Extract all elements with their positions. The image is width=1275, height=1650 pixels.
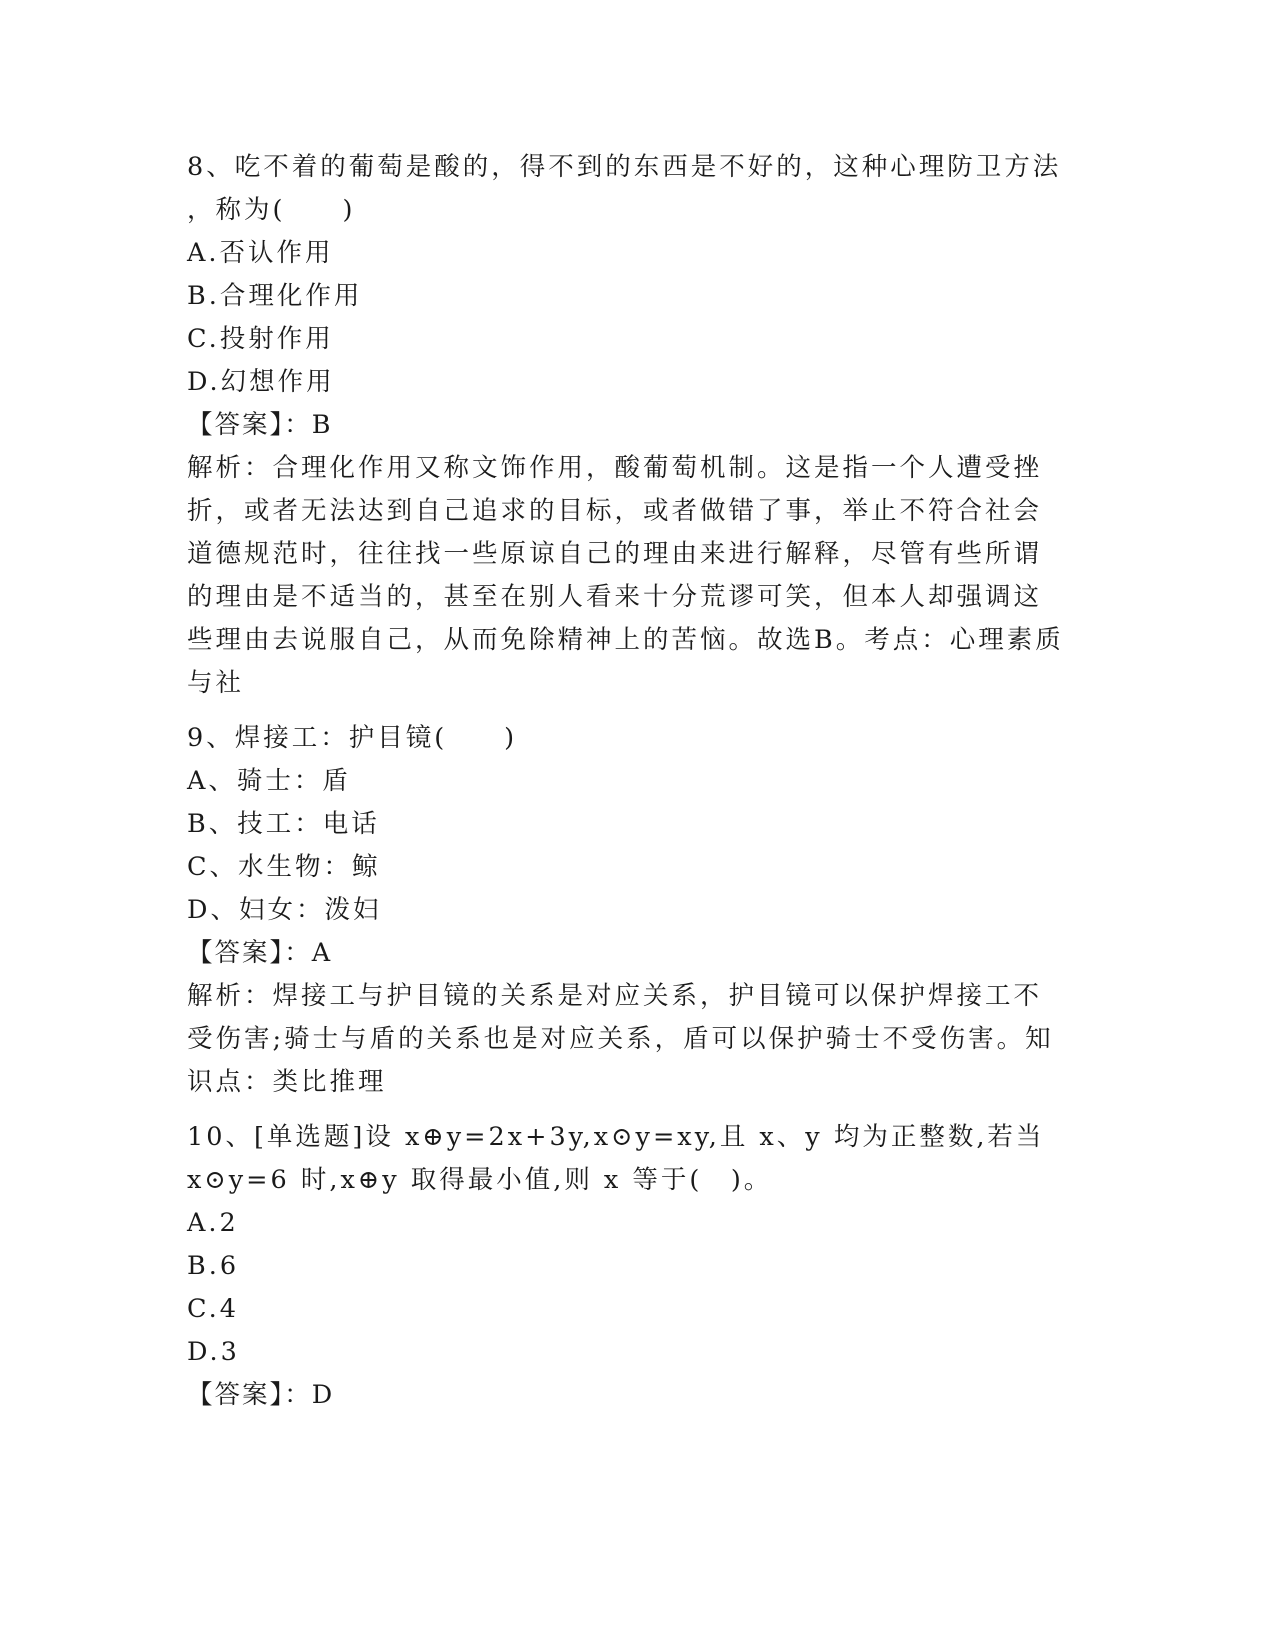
question-8	[187, 146, 1092, 705]
option-a: A.否认作用	[187, 238, 334, 268]
option-b: B.合理化作用	[187, 281, 363, 311]
question-9	[187, 717, 1092, 1104]
question-stem-line: 8、吃不着的葡萄是酸的，得不到的东西是不好的，这种心理防卫方法	[187, 152, 1062, 182]
explanation-line: 解析：焊接工与护目镜的关系是对应关系，护目镜可以保护焊接工不	[187, 981, 1043, 1011]
answer-line: 【答案】：B	[187, 410, 333, 440]
question-stem-line: ，称为( )	[187, 195, 356, 225]
option-c: C、水生物：鲸	[187, 852, 381, 882]
explanation-line: 些理由去说服自己，从而免除精神上的苦恼。故选B。考点：心理素质	[187, 625, 1064, 655]
explanation-line: 解析：合理化作用又称文饰作用，酸葡萄机制。这是指一个人遭受挫	[187, 453, 1043, 483]
question-stem-line: 9、焊接工：护目镜( )	[187, 723, 518, 753]
explanation-line: 折，或者无法达到自己追求的目标，或者做错了事，举止不符合社会	[187, 496, 1043, 526]
answer-line: 【答案】：D	[187, 1380, 335, 1410]
option-c: C.投射作用	[187, 324, 334, 354]
explanation-line: 受伤害;骑士与盾的关系也是对应关系，盾可以保护骑士不受伤害。知	[187, 1024, 1054, 1054]
option-d: D、妇女：泼妇	[187, 895, 382, 925]
option-a: A、骑士：盾	[187, 766, 351, 796]
option-b: B.6	[187, 1251, 240, 1281]
option-d: D.幻想作用	[187, 367, 335, 397]
question-stem-line: 10、[单选题]设 x⊕y=2x+3y,x⊙y=xy,且 x、y 均为正整数,若当	[187, 1122, 1045, 1152]
answer-line: 【答案】：A	[187, 938, 333, 968]
explanation-line: 与社	[187, 668, 245, 698]
explanation-line: 道德规范时，往往找一些原谅自己的理由来进行解释，尽管有些所谓	[187, 539, 1043, 569]
option-c: C.4	[187, 1294, 239, 1324]
option-d: D.3	[187, 1337, 240, 1367]
option-a: A.2	[187, 1208, 239, 1238]
question-gap	[187, 705, 1092, 717]
document-page	[187, 146, 1092, 1417]
explanation-line: 识点：类比推理	[187, 1067, 387, 1097]
option-b: B、技工：电话	[187, 809, 380, 839]
question-10	[187, 1116, 1092, 1417]
explanation-line: 的理由是不适当的，甚至在别人看来十分荒谬可笑，但本人却强调这	[187, 582, 1043, 612]
question-stem-line: x⊙y=6 时,x⊕y 取得最小值,则 x 等于( )。	[187, 1165, 773, 1195]
question-gap	[187, 1104, 1092, 1116]
